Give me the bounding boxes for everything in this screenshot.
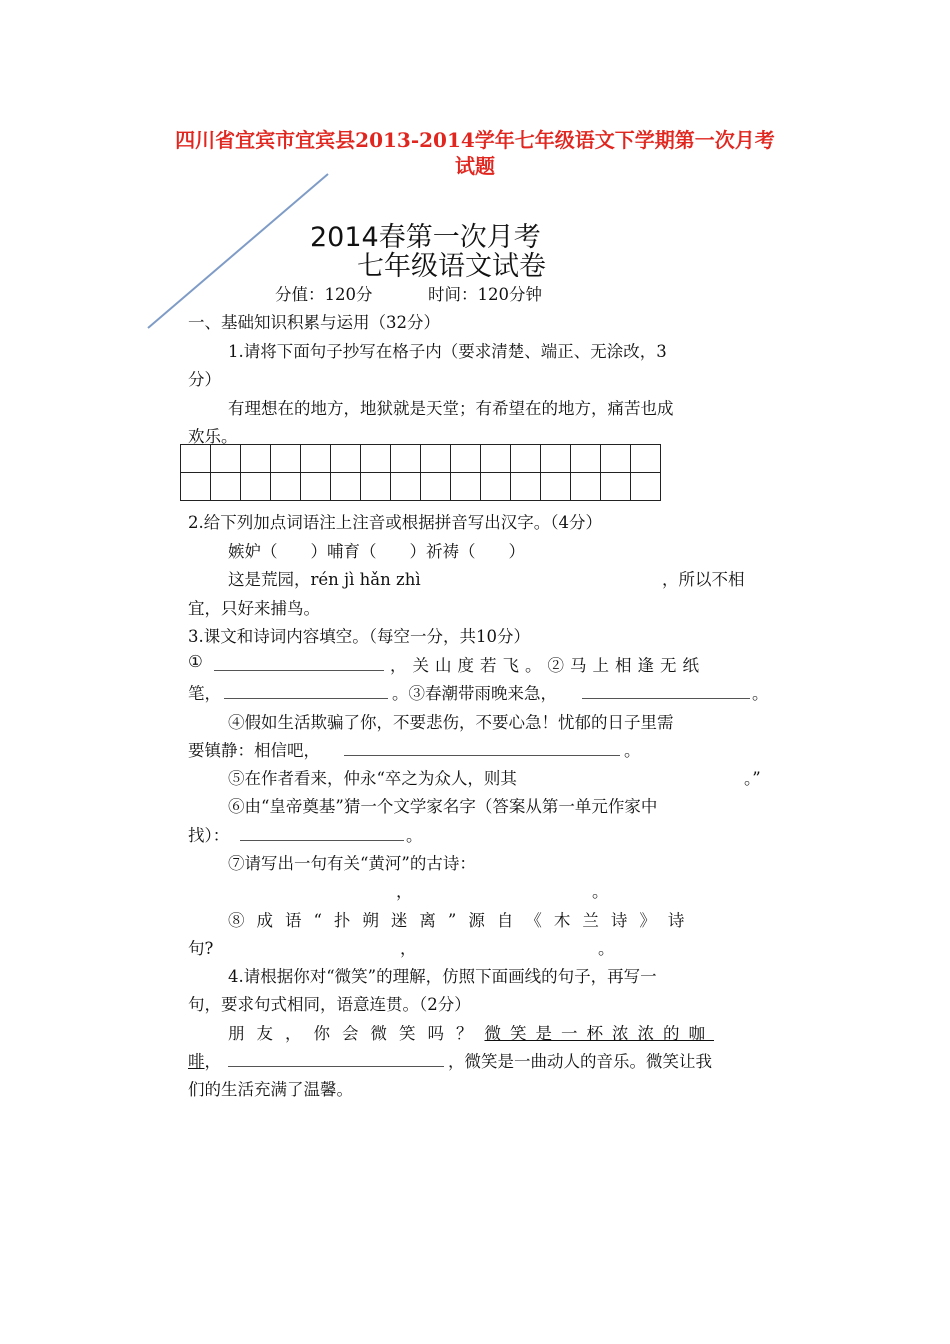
q3-p4b-start: 要镇静：相信吧， <box>188 741 320 760</box>
q1-line2: 分） <box>188 370 221 389</box>
q1-text1: 有理想在的地方，地狱就是天堂；有希望在的地方，痛苦也成 <box>228 399 674 418</box>
exam-subtitle: 七年级语文试卷 <box>357 251 546 282</box>
q3-p5-start: ⑤在作者看来，仲永“卒之为众人，则其 <box>228 769 517 788</box>
q4-line1: 4.请根据你对“微笑”的理解，仿照下面画线的句子，再写一 <box>228 967 657 986</box>
q3-p8b-comma: ， <box>400 939 417 958</box>
q2-sentence-c: 宜，只好来捕鸟。 <box>188 599 320 618</box>
q4-s1-plain: 朋友，你会微笑吗？ <box>228 1024 485 1043</box>
q4-s2-underlined: 啡 <box>188 1052 205 1071</box>
q1-text2: 欢乐。 <box>188 427 238 446</box>
q4-sentence-3: 们的生活充满了温馨。 <box>188 1080 353 1099</box>
blank-2[interactable] <box>224 680 388 699</box>
q3-p6b-start: 找）： <box>188 826 230 845</box>
q3-p4a: ④假如生活欺骗了你，不要悲伤，不要心急！忧郁的日子里需 <box>228 713 674 732</box>
q3-p8a-text: ⑧成语“扑朔迷离”源自《木兰诗》诗 <box>228 911 697 930</box>
q1-line1: 1.请将下面句子抄写在格子内（要求清楚、端正、无涂改，3 <box>228 342 667 361</box>
q4-sentence-1 <box>228 1020 714 1044</box>
grid-row <box>181 473 661 501</box>
q3-p8b-end: 。 <box>598 939 615 958</box>
q3-p8a <box>228 907 696 931</box>
writing-grid[interactable] <box>180 444 661 501</box>
q4-line2: 句，要求句式相同，语意连贯。（2分） <box>188 995 471 1014</box>
q2-line1: 2.给下列加点词语注上注音或根据拼音写出汉字。（4分） <box>188 513 602 532</box>
q3-p6b-end: 。 <box>406 826 423 845</box>
q3-p7: ⑦请写出一句有关“黄河”的古诗： <box>228 854 476 873</box>
q4-sentence-2 <box>188 1048 221 1072</box>
q3-p1-start: ① <box>188 652 203 671</box>
q3-p1b-mid: 。③春潮带雨晚来急， <box>392 684 557 703</box>
q3-p1b-end: 。 <box>752 684 769 703</box>
q2-sentence-a: 这是荒园，rén jì hǎn zhì <box>228 570 421 589</box>
section-heading: 一、基础知识积累与运用（32分） <box>188 313 440 332</box>
blank-6[interactable] <box>228 1048 444 1067</box>
q2-words: 嫉妒（ ）哺育（ ）祈祷（ ） <box>228 542 525 561</box>
exam-title: 2014春第一次月考 <box>310 222 541 253</box>
q3-p5-end: 。” <box>744 769 761 788</box>
q3-p4b-end: 。 <box>624 741 641 760</box>
q3-p1b-start: 笔， <box>188 684 221 703</box>
q3-p1-end: ，关山度若飞。②马上相逢无纸 <box>390 656 705 675</box>
q3-line1: 3.课文和诗词内容填空。（每空一分，共10分） <box>188 627 530 646</box>
time-info: 时间：120分钟 <box>428 285 542 304</box>
blank-5[interactable] <box>240 822 404 841</box>
blank-1[interactable] <box>214 652 384 671</box>
blank-4[interactable] <box>344 737 620 756</box>
q3-p6a: ⑥由“皇帝奠基”猜一个文学家名字（答案从第一单元作家中 <box>228 797 658 816</box>
q3-p7-comma: ， <box>396 882 413 901</box>
q4-s2-comma: ， <box>204 1052 221 1071</box>
q4-s2-end: ，微笑是一曲动人的音乐。微笑让我 <box>448 1052 712 1071</box>
q3-p7-end: 。 <box>592 882 609 901</box>
grid-row <box>181 445 661 473</box>
q3-p8b-start: 句? <box>188 939 214 958</box>
blank-3[interactable] <box>582 680 750 699</box>
q2-sentence-b: ，所以不相 <box>662 570 745 589</box>
score-info: 分值：120分 <box>275 285 373 304</box>
q4-s1-underlined: 微笑是一杯浓浓的咖 <box>484 1024 714 1043</box>
document-title-line1: 四川省宜宾市宜宾县2013-2014学年七年级语文下学期第一次月考 <box>175 128 775 152</box>
document-title-line2: 试题 <box>455 154 495 178</box>
